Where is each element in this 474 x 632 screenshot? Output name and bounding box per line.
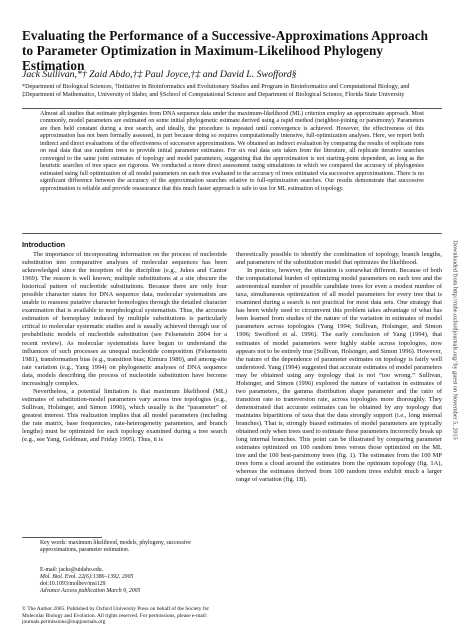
email-line: E-mail: jacks@uidaho.edu. (40, 567, 104, 573)
keywords: Key words: maximum likelihood, models, phylogeny, successive approximations, parameter estimation. (40, 540, 191, 553)
right-column (236, 251, 442, 484)
publication-meta (40, 567, 226, 595)
left-column (22, 251, 227, 444)
paragraph: In practice, however, the situation is somewhat different. Because of both the computational burden of optimizing model parameters on each tree and the astronomical number of possible candidate trees for even a modest number of taxa, simultaneous optimization of all model parameters for every tree that is examined during a search is not practical for most data sets. One strategy that has been widely used to circumvent this problem takes advantage of what has been learned from studies of the nature of the variation in estimates of model parameters across topologies (Yang 1994; Sullivan, Holsinger, and Simon 1996; Swofford et al. 1996). The early conclusion of Yang (1994), that estimates of model parameters were highly stable across topologies, now appears not to be entirely true (Sullivan, Holsinger, and Simon 1996). However, the nature of the dependence of parameter estimates on topology is fairly well understood. Yang (1994) suggested that accurate estimates of model parameters may be obtained using any topology that is not “too wrong.” Sullivan, Holsinger, and Simon (1996) explored the nature of variation in estimates of two parameters, the gamma distribution shape parameter and the ratio of transition rate to transversion rate, across topologies more thoroughly. They demonstrated that accurate estimates can be obtained by any topology that maintains bipartitions of taxa that the data strongly support (i.e., long internal branches). That is, strongly biased estimates of model parameters are typically obtained only when trees used to estimate these parameters incorrectly break up long internal branches. This point can be illustrated by comparing parameter estimates optimized on 100 random trees versus those optimized on the ML tree and the 100 best-parsimony trees (fig. 1). The estimates from the 100 MP trees form a cloud around the estimates from the optimum topology (fig. 1A), whereas the estimates derived from 100 random trees exhibit much a larger range of variation (fig. 1B). (236, 267, 442, 484)
download-sidebar (448, 150, 462, 530)
article-title: Evaluating the Performance of a Successive-Approximations Approach to Parameter Optimization in Maximum-Likelihood Phylogeny Estimation (22, 28, 429, 73)
abstract-bottom-rule (22, 233, 442, 234)
footnote-rule (22, 537, 102, 538)
advance-access-line: Advance Access publication March 9, 2005 (40, 588, 141, 594)
paragraph: The importance of incorporating information on the process of nucleotide substitution into comparative analyses of molecular sequences has been acknowledged since the inception of the discipline (e.g., Jukes and Cantor 1969). The reason is well known; multiple substitutions at a site obscure the historical pattern of nucleotide substitutions. Because there are only four possible character states for DNA sequence data, molecular systematists are unable to reassess putative character homologies through the detailed character examination that is available to morphological systematists. Thus, the accurate estimation of homoplasy induced by multiple substitutions is particularly critical to molecular systematic studies and is usually achieved through use of probabilistic models of nucleotide substitution (see Felsenstein 2004 for a recent review). As molecular systematists have begun to understand the influences of such processes as unequal nucleotide composition (Felsenstein 1981), transformation bias (e.g., transition bias; Kimura 1980), and among-site rate variation (e.g., Yang 1994) on phylogenetic analyses of DNA sequence data, models describing the process of nucleotide substitution have become increasingly complex. (22, 251, 227, 387)
abstract-top-rule (22, 108, 442, 109)
author-list: Jack Sullivan,*† Zaid Abdo,†‡ Paul Joyce,†‡ and David L. Swofford§ (22, 69, 297, 80)
journal-citation: Mol. Biol. Evol. 22(6):1386–1392. 2005 (40, 574, 134, 580)
doi-line: doi:10.1093/molbev/msi129 (40, 581, 106, 587)
section-heading-introduction: Introduction (22, 240, 66, 249)
abstract: Almost all studies that estimate phylogenies from DNA sequence data under the maximum-likelihood (ML) criterion employ an approximate approach. Most commonly, model parameters are estimated on some initial phylogenetic estimate derived using a rapid method (neighbor-joining or parsimony). Parameters are then held constant during a tree search, and ideally, the procedure is repeated until convergence is achieved. However, the effectiveness of this approximation has not been formally assessed, in part because doing so requires computationally intensive, full-optimization analyses. Here, we report both indirect and direct evaluations of the effectiveness of successive approximations. We obtained an indirect evaluation by comparing the results of replicate runs on real data that use random trees to provide initial parameter estimates. For six real data sets taken from the literature, all replicate iterative searches converged to the same joint estimates of topology and model parameters, suggesting that the approximation is not starting-point dependent, as long as the heuristic searches of tree space are rigorous. We conducted a more direct assessment using simulations in which we compared the accuracy of phylogenies estimated using full optimization of all model parameters on each tree evaluated to the accuracy of trees estimated via successive approximations. There is no significant difference between the accuracy of the approximation searches relative to full-optimization searches. Our results demonstrate that successive approximation is reliable and provide reassurance that this much faster approach is safe to use for ML estimation of topology. (40, 111, 424, 192)
paragraph: theoretically possible to identify the combination of topology, branch lengths, and parameters of the substitution model that optimizes the likelihood. (236, 251, 442, 267)
affiliation: *Department of Biological Sciences, †Initiative in Bioinformatics and Evolutionary Studies and Program in Bioinformatics and Computational Biology, and ‡Department of Mathematics, University of Idaho; and §School of Computational Science and Department of Biological Science, Florida State University (22, 83, 410, 98)
paragraph: Nevertheless, a potential limitation is that maximum likelihood (ML) estimates of substitution-model parameters vary across tree topologies (e.g., Sullivan, Holsinger, and Simon 1996), which usually is the “parameter” of greatest interest. This realization implies that all model parameters (including the rate matrix, base frequencies, rate-heterogeneity parameters, and branch lengths) must be optimized for each topology examined during a tree search (e.g., see Yang, Goldman, and Friday 1995). Thus, it is (22, 387, 227, 444)
download-notice: Downloaded from http://mbe.oxfordjournals.org/ by guest on November 5, 2015 (451, 240, 459, 440)
copyright-notice: © The Author 2005. Published by Oxford University Press on behalf of the Society for Molecular Biology and Evolution. All rights reserved. For permissions, please e-mail: journals.permissions@oupjournals.org (22, 606, 210, 626)
